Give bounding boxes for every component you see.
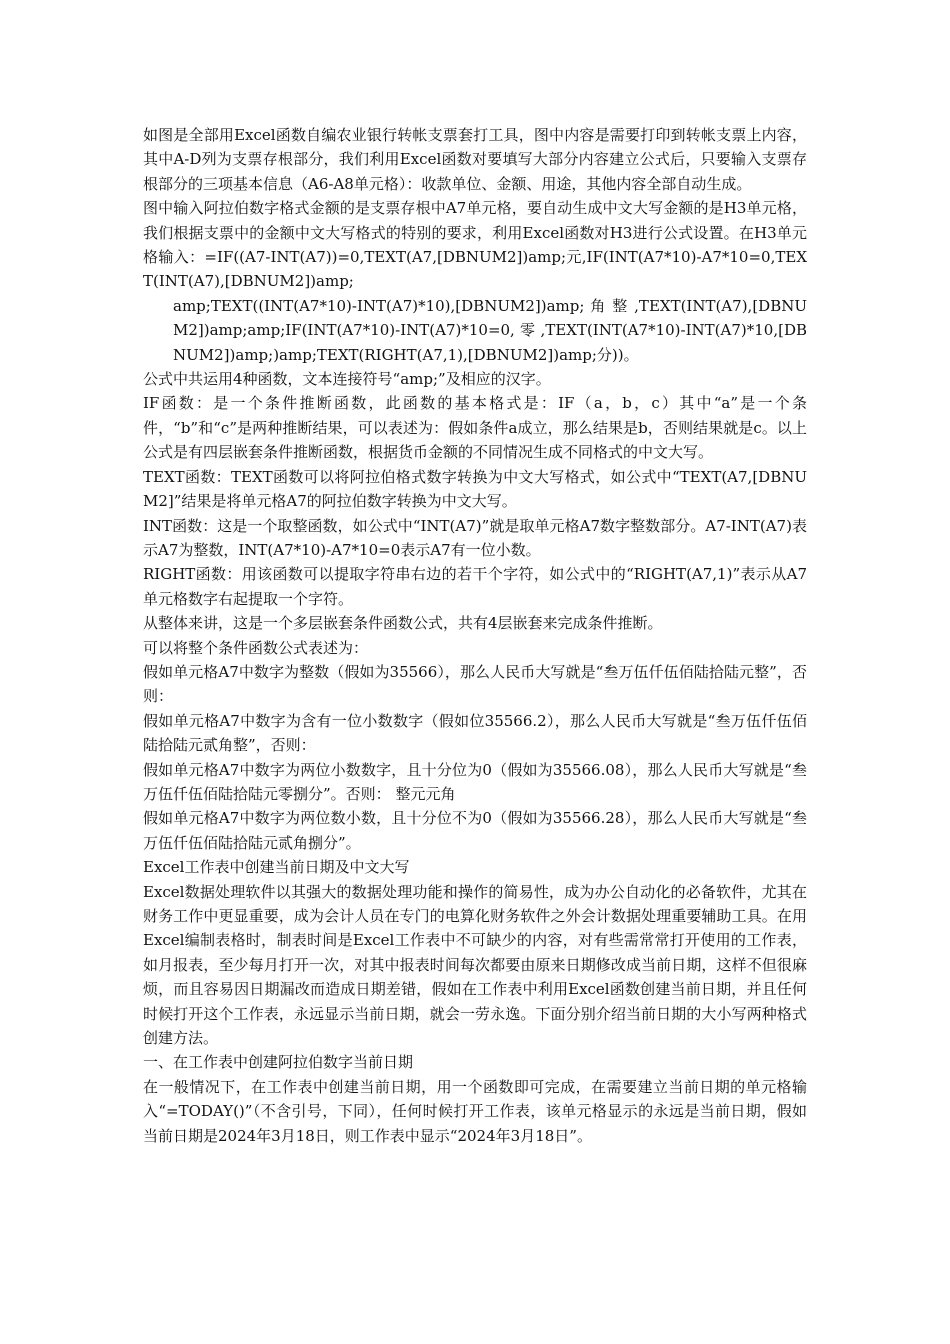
paragraph-case-two-decimal-nonzero: 假如单元格A7中数字为两位数小数，且十分位不为0（假如为35566.28），那么人民币大写就是“叁万伍仟伍佰陆拾陆元贰角捌分”。: [143, 809, 807, 852]
paragraph-overall: 从整体来讲，这是一个多层嵌套条件函数公式，共有4层嵌套来完成条件推断。: [143, 614, 663, 633]
paragraph-right-function: RIGHT函数：用该函数可以提取字符串右边的若干个字符，如公式中的“RIGHT(A7,1)”表示从A7单元格数字右起提取一个字符。: [143, 565, 807, 608]
paragraph-int-function: INT函数：这是一个取整函数，如公式中“INT(A7)”就是取单元格A7数字整数部分。A7-INT(A7)表示A7为整数，INT(A7*10)-A7*10=0表示A7有一位小数。: [143, 516, 807, 559]
paragraph-case-two-decimal-zero: 假如单元格A7中数字为两位小数数字，且十分位为0（假如为35566.08），那么人民币大写就是“叁万伍仟伍佰陆拾陆元零捌分”。否则： 整元元角: [143, 760, 807, 803]
paragraph-excel-overview: Excel数据处理软件以其强大的数据处理功能和操作的简易性，成为办公自动化的必备软件，尤其在财务工作中更显重要，成为会计人员在专门的电算化财务软件之外会计数据处理重要辅助工具。在用Excel编制表格时，制表时间是Excel工作表中不可缺少的内容，对有些需常常打开使用的工作表，如月报表，至少每月打开一次，对其中报表时间每次都要由原来日期修改成当前日期，这样不但很麻烦，而且容易因日期漏改而造成日期差错，假如在工作表中利用Excel函数创建当前日期，并且任何时候打开这个工作表，永远显示当前日期，就会一劳永逸。下面分别介绍当前日期的大小写两种格式创建方法。: [143, 882, 807, 1048]
paragraph-text-function: TEXT函数：TEXT函数可以将阿拉伯格式数字转换为中文大写格式，如公式中“TEXT(A7,[DBNUM2]”结果是将单元格A7的阿拉伯数字转换为中文大写。: [143, 467, 807, 511]
paragraph-formula-continued: amp;TEXT((INT(A7*10)-INT(A7)*10),[DBNUM2])amp; 角 整 ,TEXT(INT(A7),[DBNUM2])amp;amp;IF(INT(A7*10)-INT(A7)*10=0, 零 ,TEXT(INT(A7*10)-INT(A7)*10,[DBNUM2])amp;)amp;TEXT(RIGHT(A7,1),[DBNUM2])amp;分))。: [173, 296, 807, 364]
paragraph-functions-summary: 公式中共运用4种函数，文本连接符号“amp;”及相应的汉字。: [143, 370, 551, 389]
paragraph-if-function: IF函数：是一个条件推断函数，此函数的基本格式是：IF（a，b，c）其中“a”是一个条件，“b”和“c”是两种推断结果，可以表述为：假如条件a成立，那么结果是b，否则结果就是c。以上公式是有四层嵌套条件推断函数，根据货币金额的不同情况生成不同格式的中文大写。: [143, 394, 807, 462]
paragraph-today-function: 在一般情况下，在工作表中创建当前日期，用一个函数即可完成，在需要建立当前日期的单元格输入“=TODAY()”（不含引号，下同），任何时候打开工作表，该单元格显示的永远是当前日期，假如当前日期是2024年3月18日，则工作表中显示“2024年3月18日”。: [143, 1077, 807, 1145]
paragraph-formula-intro: 图中输入阿拉伯数字格式金额的是支票存根中A7单元格，要自动生成中文大写金额的是H3单元格，我们根据支票中的金额中文大写格式的特别的要求，利用Excel函数对H3进行公式设置。在H3单元格输入：=IF((A7-INT(A7))=0,TEXT(A7,[DBNUM2])amp;元,IF(INT(A7*10)-A7*10=0,TEXT(INT(A7),[DBNUM2])amp;: [143, 199, 807, 291]
section-heading-current-date: Excel工作表中创建当前日期及中文大写: [143, 858, 410, 877]
paragraph-case-integer: 假如单元格A7中数字为整数（假如为35566），那么人民币大写就是“叁万伍仟伍佰陆拾陆元整”，否则：: [143, 662, 807, 706]
document-body: [143, 123, 807, 1148]
paragraph-expression-intro: 可以将整个条件函数公式表述为：: [143, 638, 369, 657]
paragraph-intro: 如图是全部用Excel函数自编农业银行转帐支票套打工具，图中内容是需要打印到转帐支票上内容，其中A-D列为支票存根部分，我们利用Excel函数对要填写大部分内容建立公式后，只要输入支票存根部分的三项基本信息（A6-A8单元格）：收款单位、金额、用途，其他内容全部自动生成。: [143, 126, 807, 193]
paragraph-case-one-decimal: 假如单元格A7中数字为含有一位小数数字（假如位35566.2），那么人民币大写就是“叁万伍仟伍佰陆拾陆元贰角整”，否则：: [143, 711, 807, 755]
subsection-heading-arabic-date: 一、在工作表中创建阿拉伯数字当前日期: [143, 1053, 414, 1072]
